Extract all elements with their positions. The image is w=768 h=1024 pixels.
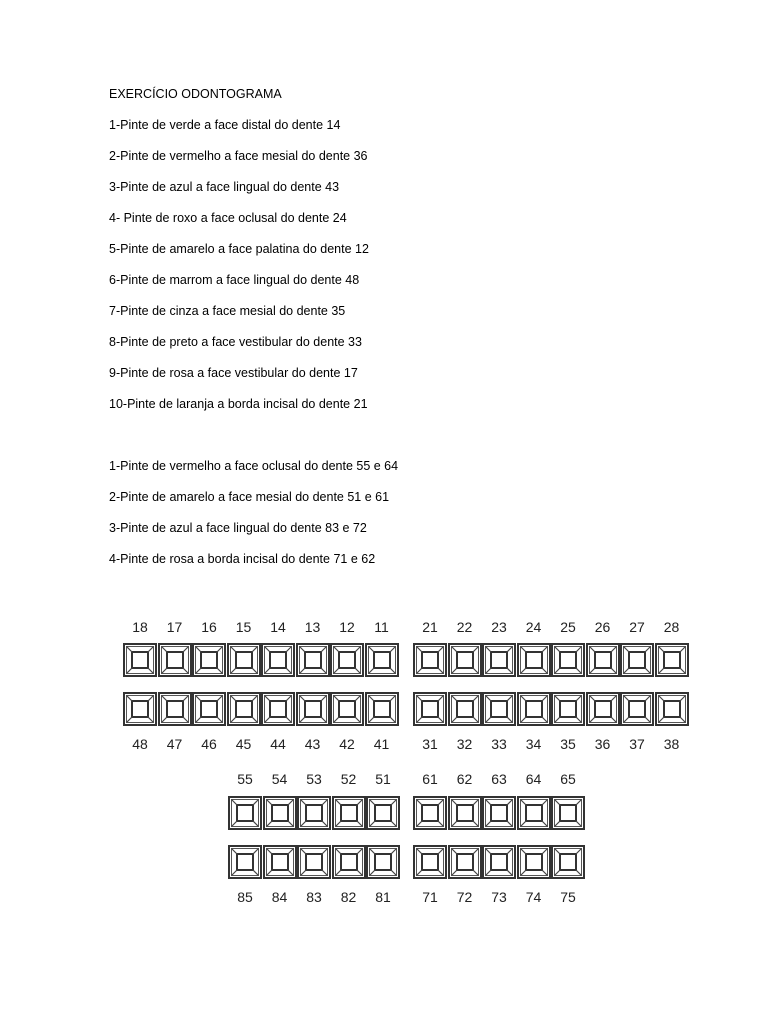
tooth-number-label: 44 [270,736,286,752]
tooth-number-label: 64 [525,771,542,787]
tooth-number-label: 24 [525,619,542,635]
tooth-62 [448,796,482,830]
tooth-52 [332,796,366,830]
task-item: 6-Pinte de marrom a face lingual do dente 48 [109,273,360,287]
task-item: 4-Pinte de rosa a borda incisal do dente 71 e 62 [109,552,376,566]
tooth-number-label: 62 [456,771,473,787]
tooth-number-label: 71 [422,889,438,905]
tooth-number-label: 43 [304,736,321,752]
tooth-35 [551,692,585,726]
tooth-74 [517,845,551,879]
task-item: 1-Pinte de vermelho a face oclusal do dente 55 e 64 [109,459,399,473]
tooth-38 [655,692,689,726]
tooth-13 [296,643,330,677]
task-item: 10-Pinte de laranja a borda incisal do dente 21 [109,397,368,411]
tooth-number-label: 74 [525,889,542,905]
task-item: 4- Pinte de roxo a face oclusal do dente 24 [109,211,347,225]
tooth-71 [413,845,447,879]
tooth-45 [227,692,261,726]
tooth-number-label: 13 [304,619,321,635]
tooth-number-label: 53 [306,771,322,787]
tooth-number-label: 46 [201,736,217,752]
tooth-32 [448,692,482,726]
tooth-number-label: 84 [271,889,288,905]
tooth-28 [655,643,689,677]
tooth-47 [158,692,192,726]
tooth-number-label: 12 [339,619,355,635]
tooth-24 [517,643,551,677]
tooth-number-label: 21 [422,619,438,635]
tooth-43 [296,692,330,726]
tooth-63 [482,796,516,830]
tooth-number-label: 72 [456,889,473,905]
tooth-number-label: 45 [235,736,252,752]
tooth-51 [366,796,400,830]
tooth-number-label: 81 [375,889,391,905]
tooth-number-label: 37 [629,736,645,752]
tooth-81 [366,845,400,879]
tooth-number-label: 23 [491,619,507,635]
tooth-85 [228,845,262,879]
tooth-14 [261,643,295,677]
task-item: 8-Pinte de preto a face vestibular do dente 33 [109,335,362,349]
tooth-41 [365,692,399,726]
tooth-21 [413,643,447,677]
tooth-number-label: 32 [456,736,473,752]
tooth-54 [263,796,297,830]
task-item: 5-Pinte de amarelo a face palatina do dente 12 [109,242,369,256]
tooth-42 [330,692,364,726]
tooth-27 [620,643,654,677]
tooth-number-label: 38 [663,736,680,752]
tooth-number-label: 17 [166,619,183,635]
tooth-number-label: 25 [560,619,576,635]
tooth-34 [517,692,551,726]
tooth-75 [551,845,585,879]
tooth-83 [297,845,331,879]
task-item: 3-Pinte de azul a face lingual do dente 43 [109,180,340,194]
tooth-number-label: 31 [422,736,438,752]
task-item: 9-Pinte de rosa a face vestibular do dente 17 [109,366,358,380]
tooth-number-label: 36 [594,736,611,752]
tooth-number-label: 34 [525,736,542,752]
tooth-number-label: 26 [594,619,611,635]
tooth-72 [448,845,482,879]
tooth-number-label: 52 [340,771,357,787]
tooth-16 [192,643,226,677]
task-item: 2-Pinte de vermelho a face mesial do dente 36 [109,149,368,163]
tooth-18 [123,643,157,677]
tooth-12 [330,643,364,677]
tooth-number-label: 82 [340,889,357,905]
tooth-number-label: 18 [132,619,148,635]
tooth-number-label: 35 [560,736,576,752]
tooth-36 [586,692,620,726]
tooth-17 [158,643,192,677]
tooth-53 [297,796,331,830]
tooth-number-label: 27 [629,619,645,635]
tooth-number-label: 61 [422,771,438,787]
tooth-number-label: 73 [491,889,507,905]
tooth-number-label: 75 [560,889,576,905]
tooth-number-label: 11 [374,619,389,635]
tooth-44 [261,692,295,726]
tooth-number-label: 65 [560,771,576,787]
tooth-number-label: 48 [132,736,148,752]
tooth-number-label: 28 [663,619,680,635]
tooth-61 [413,796,447,830]
tooth-55 [228,796,262,830]
tooth-number-label: 15 [235,619,252,635]
tooth-31 [413,692,447,726]
tooth-33 [482,692,516,726]
tooth-number-label: 83 [306,889,322,905]
tooth-73 [482,845,516,879]
tooth-82 [332,845,366,879]
tooth-number-label: 54 [271,771,288,787]
tooth-11 [365,643,399,677]
tooth-64 [517,796,551,830]
tooth-number-label: 33 [491,736,507,752]
tooth-65 [551,796,585,830]
tooth-48 [123,692,157,726]
task-item: 1-Pinte de verde a face distal do dente 14 [109,118,341,132]
tooth-number-label: 85 [237,889,253,905]
tooth-number-label: 63 [491,771,507,787]
tooth-number-label: 47 [166,736,183,752]
tooth-number-label: 42 [339,736,355,752]
tooth-37 [620,692,654,726]
tooth-25 [551,643,585,677]
tooth-number-label: 51 [375,771,391,787]
task-item: 3-Pinte de azul a face lingual do dente 83 e 72 [109,521,367,535]
tooth-number-label: 16 [201,619,217,635]
tooth-number-label: 55 [237,771,253,787]
tooth-number-label: 22 [456,619,473,635]
task-item: 2-Pinte de amarelo a face mesial do dente 51 e 61 [109,490,390,504]
tooth-26 [586,643,620,677]
tooth-23 [482,643,516,677]
tooth-number-label: 14 [270,619,286,635]
tooth-number-label: 41 [373,736,390,752]
tooth-22 [448,643,482,677]
tooth-84 [263,845,297,879]
page-title: EXERCÍCIO ODONTOGRAMA [109,87,282,101]
tooth-46 [192,692,226,726]
tooth-15 [227,643,261,677]
task-item: 7-Pinte de cinza a face mesial do dente 35 [109,304,346,318]
